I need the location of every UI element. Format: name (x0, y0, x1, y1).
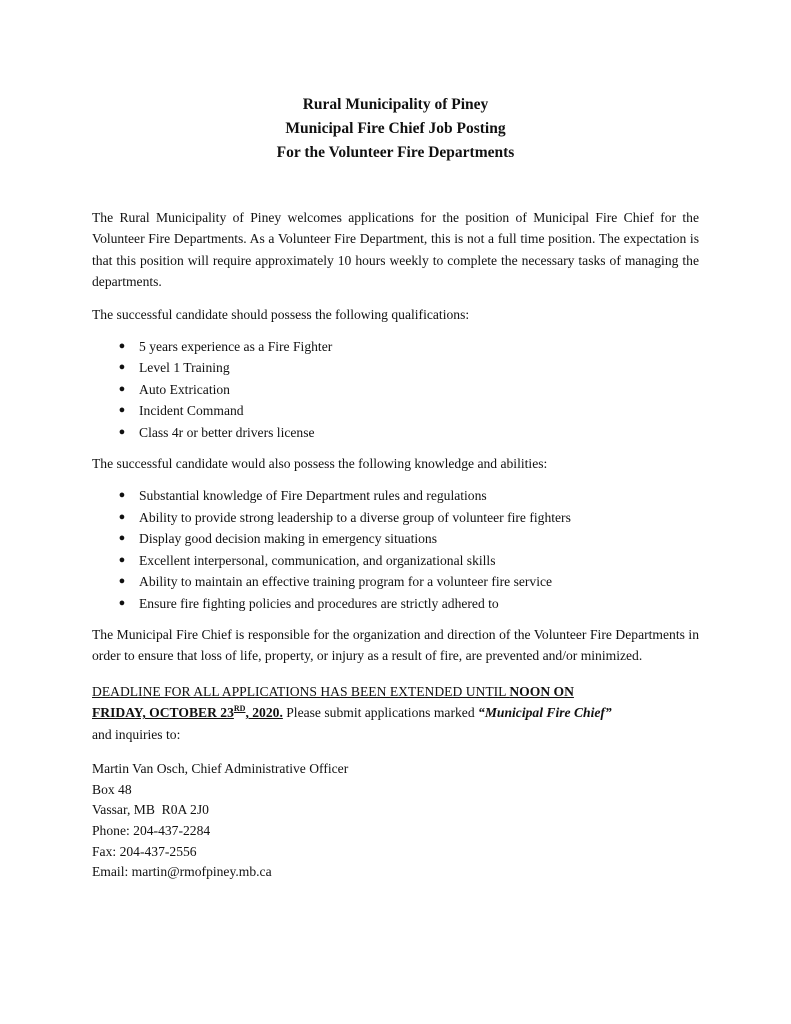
bullet-icon: ● (118, 596, 126, 609)
bullet-icon: ● (118, 340, 126, 353)
contact-fax: Fax: 204-437-2556 (92, 843, 197, 859)
inquiries-text: and inquiries to: (92, 726, 181, 742)
bullet-icon: ● (118, 361, 126, 374)
bullet-icon: ● (118, 425, 126, 438)
qualifications-lead: The successful candidate should possess the following qualifications: (92, 306, 470, 322)
list-item: ● Level 1 Training (92, 357, 699, 378)
contact-address: Vassar, MB R0A 2J0 (92, 802, 209, 818)
deadline-time: NOON ON (509, 683, 574, 699)
abilities-list (92, 485, 699, 613)
deadline-notice: DEADLINE FOR ALL APPLICATIONS HAS BEEN EXTENDED UNTIL (92, 683, 510, 699)
document-header (0, 93, 791, 165)
bullet-icon: ● (118, 404, 126, 417)
list-item: ● Auto Extrication (92, 379, 699, 400)
contact-block (92, 759, 699, 883)
submission-instruction: Please submit applications marked (282, 705, 479, 721)
bullet-icon: ● (118, 575, 126, 588)
list-item: ● Ability to provide strong leadership to a diverse group of volunteer fire fighters (92, 507, 699, 528)
department-subtitle: For the Volunteer Fire Departments (276, 144, 515, 161)
municipality-title: Rural Municipality of Piney (302, 96, 489, 113)
list-item: ● Substantial knowledge of Fire Department rules and regulations (92, 485, 699, 506)
deadline-year: , 2020. (245, 705, 283, 721)
qualifications-list (92, 336, 699, 443)
bullet-icon: ● (118, 553, 126, 566)
bullet-icon: ● (118, 489, 126, 502)
bullet-icon: ● (118, 382, 126, 395)
list-item: ● Class 4r or better drivers license (92, 422, 699, 443)
bullet-icon: ● (118, 510, 126, 523)
list-item: ● Incident Command (92, 400, 699, 421)
bullet-icon: ● (118, 532, 126, 545)
job-posting-title: Municipal Fire Chief Job Posting (285, 120, 506, 137)
intro-paragraph: The Rural Municipality of Piney welcomes applications for the position of Municipal Fire Chief for the Volunteer Fire Departments. As a Volunteer Fire Department, this is not a full time position. The expectation is that this position will require approximately 10 hours weekly to complete the necessary tasks of managing the departments. (92, 210, 699, 290)
list-item: ● Excellent interpersonal, communication, and organizational skills (92, 550, 699, 571)
list-item: ● Ability to maintain an effective training program for a volunteer fire service (92, 571, 699, 592)
abilities-lead: The successful candidate would also possess the following knowledge and abilities: (92, 456, 548, 472)
document-body (92, 207, 699, 883)
responsibility-paragraph: The Municipal Fire Chief is responsible for the organization and direction of the Volunteer Fire Departments in order to ensure that loss of life, property, or injury as a result of fire, are prevented and/or minimized. (92, 626, 699, 664)
application-marking: “Municipal Fire Chief” (478, 705, 612, 721)
list-item: ● Display good decision making in emergency situations (92, 528, 699, 549)
list-item: ● 5 years experience as a Fire Fighter (92, 336, 699, 357)
contact-name: Martin Van Osch, Chief Administrative Officer (92, 760, 349, 776)
deadline-date: FRIDAY, OCTOBER 23 (92, 705, 234, 721)
list-item: ● Ensure fire fighting policies and procedures are strictly adhered to (92, 593, 699, 614)
contact-phone: Phone: 204-437-2284 (92, 823, 211, 839)
contact-box: Box 48 (92, 781, 132, 797)
contact-email: Email: martin@rmofpiney.mb.ca (92, 864, 272, 880)
date-ordinal: RD (233, 704, 246, 714)
deadline-paragraph (92, 681, 699, 745)
